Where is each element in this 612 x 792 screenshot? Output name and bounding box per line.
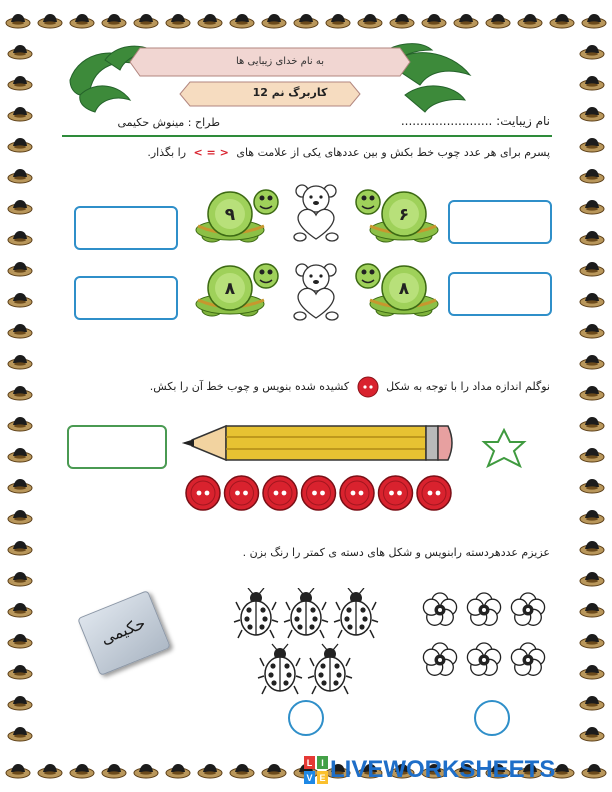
hat-icon	[8, 572, 32, 586]
hat-icon	[454, 14, 478, 28]
pencil-icon	[180, 420, 460, 466]
turtle-number: ۶	[398, 205, 410, 225]
flower-icon	[467, 643, 500, 675]
turtle-number: ۹	[224, 205, 236, 225]
red-button	[263, 476, 297, 510]
ladybug-icon	[284, 588, 328, 638]
ladybug-icon	[308, 644, 352, 694]
ladybug-icon	[234, 588, 278, 638]
hat-icon	[70, 764, 94, 778]
logo-letter: E	[319, 773, 326, 783]
hat-icon	[8, 324, 32, 338]
flower-group	[420, 588, 550, 684]
hat-icon	[580, 696, 604, 710]
bear-heart-icon	[290, 183, 342, 243]
answer-box-row2-right[interactable]	[448, 272, 552, 316]
hat-icon	[6, 14, 30, 28]
turtle-row2-right	[352, 252, 444, 320]
hat-icon	[580, 138, 604, 152]
turtle-row1-left	[190, 178, 282, 246]
hat-icon	[8, 727, 32, 741]
hat-icon	[422, 14, 446, 28]
hat-icon	[390, 14, 414, 28]
logo-letter: L	[306, 758, 313, 768]
hat-icon	[580, 541, 604, 555]
hat-icon	[8, 107, 32, 121]
hat-icon	[198, 14, 222, 28]
hat-icon	[8, 386, 32, 400]
flower-icon	[423, 643, 456, 675]
section3-instruction: عزیزم عددهردسته رابنویس و شکل های دسته ی کمتر را رنگ بزن .	[242, 546, 550, 559]
hat-icon	[580, 665, 604, 679]
red-button-icon	[357, 376, 379, 398]
hat-icon	[102, 14, 126, 28]
hat-icon	[8, 293, 32, 307]
hat-icon	[38, 764, 62, 778]
hat-icon	[580, 45, 604, 59]
button-row	[184, 475, 460, 511]
hat-icon	[8, 603, 32, 617]
flower-icon	[511, 643, 544, 675]
hat-icon	[580, 324, 604, 338]
ladybug-icon	[258, 644, 302, 694]
hat-icon	[8, 200, 32, 214]
hat-icon	[580, 603, 604, 617]
ladybug-group	[232, 588, 382, 700]
hat-icon	[582, 764, 606, 778]
hat-icon	[580, 262, 604, 276]
answer-box-row2-left[interactable]	[74, 276, 178, 320]
hat-icon	[134, 764, 158, 778]
answer-box-row1-left[interactable]	[74, 206, 178, 250]
turtle-number: ۸	[224, 279, 236, 299]
hat-icon	[6, 764, 30, 778]
ladybug-icon	[334, 588, 378, 638]
hat-icon	[580, 417, 604, 431]
red-button	[186, 476, 220, 510]
hat-icon	[550, 14, 574, 28]
hat-icon	[8, 634, 32, 648]
hat-icon	[580, 355, 604, 369]
basmala-text: به نام خدای زیبایی ها	[235, 56, 325, 67]
hat-icon	[580, 634, 604, 648]
hat-icon	[486, 14, 510, 28]
red-button	[302, 476, 336, 510]
hat-icon	[294, 14, 318, 28]
hat-icon	[8, 665, 32, 679]
liveworksheets-logo-icon	[303, 755, 331, 785]
hat-icon	[580, 479, 604, 493]
hat-icon	[230, 764, 254, 778]
hat-icon	[8, 231, 32, 245]
hat-icon	[582, 14, 606, 28]
hat-icon	[580, 510, 604, 524]
header-divider	[62, 135, 552, 137]
hat-icon	[8, 262, 32, 276]
hat-icon	[358, 14, 382, 28]
hat-icon	[580, 200, 604, 214]
liveworksheets-logo-text: LIVEWORKSHEETS	[330, 756, 556, 783]
hat-icon	[262, 764, 286, 778]
hat-icon	[166, 14, 190, 28]
hat-icon	[580, 572, 604, 586]
hat-icon	[38, 14, 62, 28]
star-icon	[480, 428, 528, 472]
hat-icon	[580, 386, 604, 400]
flower-icon	[423, 593, 456, 625]
flower-count-answer[interactable]	[474, 700, 510, 736]
hat-icon	[580, 107, 604, 121]
flower-icon	[511, 593, 544, 625]
hat-icon	[262, 14, 286, 28]
hat-icon	[70, 14, 94, 28]
hat-icon	[8, 76, 32, 90]
hat-icon	[580, 448, 604, 462]
hat-icon	[8, 138, 32, 152]
hat-icon	[8, 355, 32, 369]
hat-icon	[8, 541, 32, 555]
hat-icon	[134, 14, 158, 28]
hat-icon	[230, 14, 254, 28]
section2-instruction	[110, 376, 550, 398]
hat-icon	[8, 448, 32, 462]
hat-icon	[580, 293, 604, 307]
turtle-row2-left	[190, 252, 282, 320]
hat-icon	[166, 764, 190, 778]
designer-label: طراح : مینوش حکیمی	[117, 116, 220, 129]
section1-instruction	[130, 146, 550, 159]
hat-icon	[8, 696, 32, 710]
hat-icon	[580, 169, 604, 183]
stamp-label: حکیمی	[98, 613, 149, 649]
comparison-symbols: < = >	[193, 146, 229, 159]
hat-icon	[8, 45, 32, 59]
turtle-row1-right	[352, 178, 444, 246]
bear-heart-icon	[290, 262, 342, 322]
hat-icon	[8, 169, 32, 183]
answer-box-row1-right[interactable]	[448, 200, 552, 244]
section1-instruction-start: پسرم برای هر عدد چوب خط بکش و بین عددهای یکی از علامت های	[236, 146, 550, 159]
section2-instruction-end: کشیده شده بنویس و چوب خط آن را بکش.	[149, 380, 350, 393]
turtle-number: ۸	[398, 279, 410, 299]
hat-icon	[580, 727, 604, 741]
logo-letter: I	[321, 758, 324, 768]
hat-icon	[198, 764, 222, 778]
hat-icon	[580, 76, 604, 90]
hat-icon	[580, 231, 604, 245]
name-field-label: نام زیبایت: ........................	[400, 114, 550, 128]
section2-instruction-start: نوگلم اندازه مداد را با توجه به شکل	[386, 380, 550, 393]
red-button	[340, 476, 374, 510]
hat-icon	[8, 510, 32, 524]
ladybug-count-answer[interactable]	[288, 700, 324, 736]
hat-icon	[8, 417, 32, 431]
hat-icon	[326, 14, 350, 28]
red-button	[225, 476, 259, 510]
flower-icon	[467, 593, 500, 625]
hat-icon	[8, 479, 32, 493]
section1-instruction-end: را بگذار.	[147, 146, 187, 159]
red-button	[417, 476, 451, 510]
red-button	[379, 476, 413, 510]
hat-icon	[518, 14, 542, 28]
pencil-length-answer-box[interactable]	[67, 425, 167, 469]
worksheet-title: کاربرگ نم 12	[252, 86, 328, 99]
hat-icon	[102, 764, 126, 778]
logo-letter: V	[306, 773, 313, 783]
